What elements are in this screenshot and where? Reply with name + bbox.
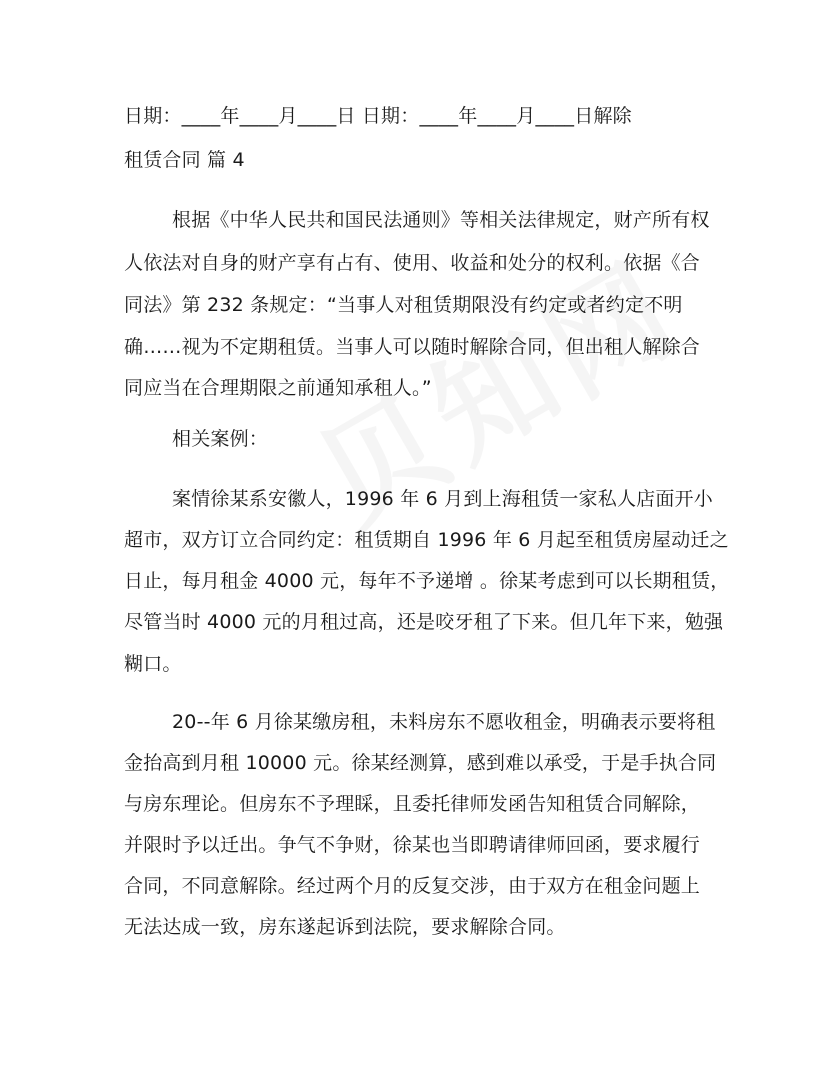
paragraph-line: 案情徐某系安徽人，1996 年 6 月到上海租赁一家私人店面开小 <box>172 488 713 510</box>
paragraph-line: 合同，不同意解除。经过两个月的反复交涉，由于双方在租金问题上 <box>124 875 701 897</box>
paragraph-line: 与房东理论。但房东不予理睬，且委托律师发函告知租赁合同解除， <box>124 793 701 815</box>
date-line: 日期：____年____月____日 日期：____年____月____日解除 <box>124 105 632 127</box>
subheading: 相关案例： <box>172 428 269 450</box>
paragraph-line: 20--年 6 月徐某缴房租，未料房东不愿收租金，明确表示要将租 <box>172 711 716 733</box>
paragraph-line: 根据《中华人民共和国民法通则》等相关法律规定，财产所有权 <box>172 209 710 231</box>
paragraph-line: 金抬高到月租 10000 元。徐某经测算，感到难以承受，于是手执合同 <box>124 752 717 774</box>
paragraph-line: 糊口。 <box>124 653 182 675</box>
paragraph-line: 并限时予以迁出。争气不争财，徐某也当即聘请律师回函，要求履行 <box>124 834 701 856</box>
paragraph-line: 超市，双方订立合同约定：租赁期自 1996 年 6 月起至租赁房屋动迁之 <box>124 529 729 551</box>
paragraph-line: 确……视为不定期租赁。当事人可以随时解除合同，但出租人解除合 <box>124 336 701 358</box>
paragraph-line: 尽管当时 4000 元的月租过高，还是咬牙租了下来。但几年下来，勉强 <box>124 611 724 633</box>
paragraph-line: 人依法对自身的财产享有占有、使用、收益和处分的权利。依据《合 <box>124 252 701 274</box>
paragraph-line: 日止，每月租金 4000 元，每年不予递增 。徐某考虑到可以长期租赁， <box>124 570 730 592</box>
section-title: 租赁合同 篇 4 <box>124 149 245 171</box>
paragraph-line: 无法达成一致，房东遂起诉到法院，要求解除合同。 <box>124 916 566 938</box>
paragraph-line: 同法》第 232 条规定：“当事人对租赁期限没有约定或者约定不明 <box>124 294 683 316</box>
paragraph-line: 同应当在合理期限之前通知承租人。” <box>124 377 432 399</box>
